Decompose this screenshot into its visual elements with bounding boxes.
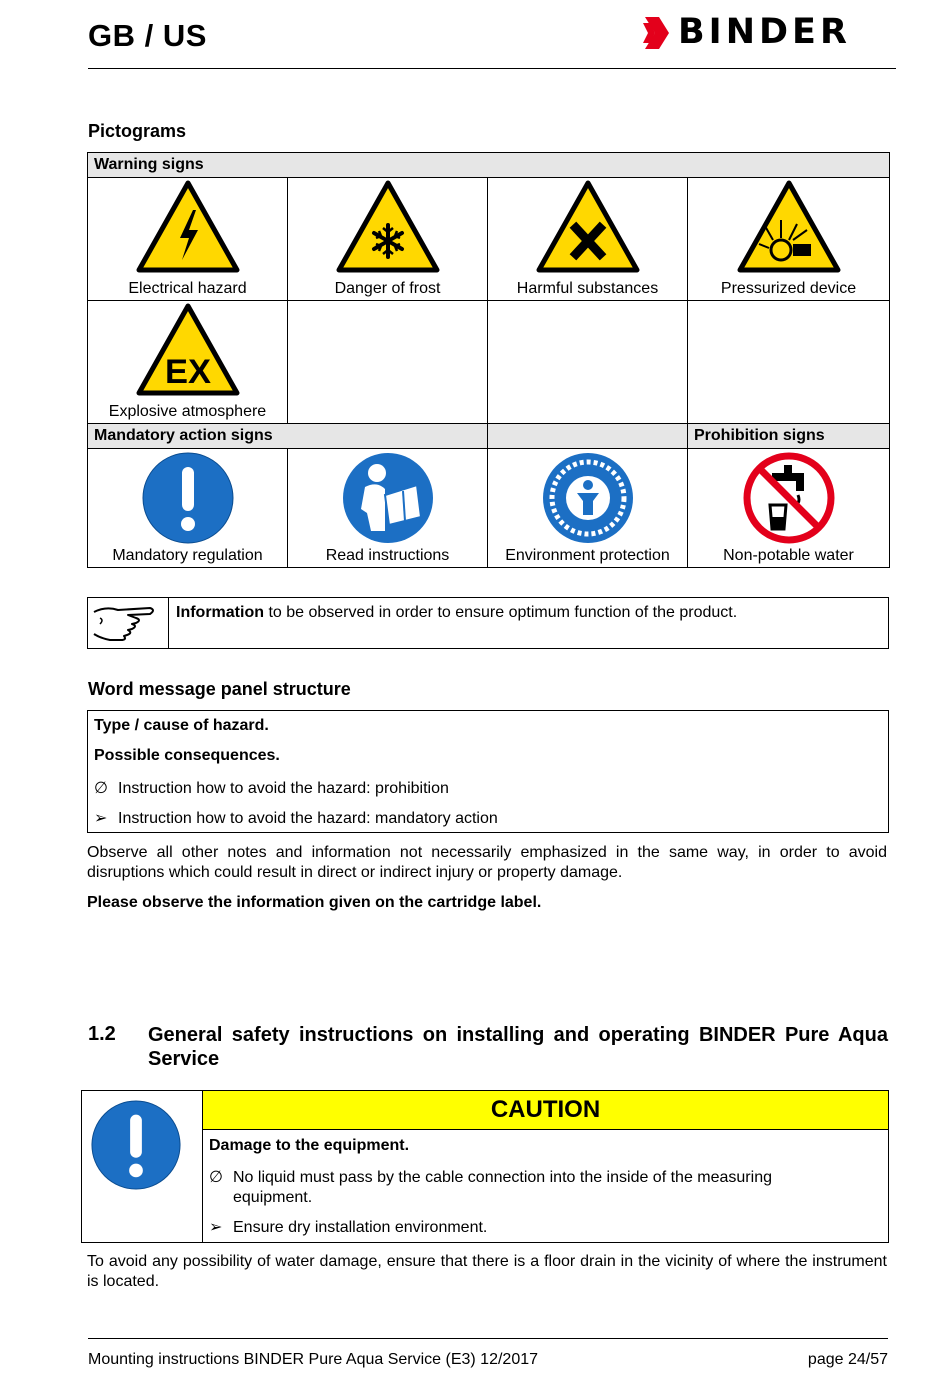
sign-label: Non-potable water xyxy=(723,547,854,564)
explosive-atmosphere-icon xyxy=(136,303,240,397)
warning-signs-header: Warning signs xyxy=(88,153,890,178)
empty-header-cell xyxy=(488,424,688,449)
pictograms-title: Pictograms xyxy=(88,121,187,141)
footer-document-title: Mounting instructions BINDER Pure Aqua Service (E3) 12/2017 xyxy=(88,1351,539,1368)
pointing-hand-icon xyxy=(88,598,168,648)
caution-subtitle: Damage to the equipment. xyxy=(209,1137,410,1154)
sign-cell-mandatory-regulation xyxy=(88,449,288,568)
sign-cell-electrical xyxy=(88,178,288,301)
hazard-type-line: Type / cause of hazard. xyxy=(94,717,269,734)
binder-logo-text: BINDER xyxy=(678,12,851,52)
frost-icon xyxy=(336,180,440,274)
binder-logo-mark-icon xyxy=(643,17,669,49)
arrow-bullet-icon: ➢ xyxy=(94,810,108,827)
sign-label: Explosive atmosphere xyxy=(108,403,267,420)
mandatory-regulation-icon xyxy=(90,1099,182,1191)
sign-cell-non-potable xyxy=(688,449,890,568)
information-bold: Information xyxy=(176,604,264,621)
environment-protection-icon xyxy=(541,451,635,545)
caution-mandatory-text: Ensure dry installation environment. xyxy=(233,1219,488,1236)
document-region-label: GB / US xyxy=(88,18,207,53)
mandatory-text: Instruction how to avoid the hazard: mandatory action xyxy=(118,810,498,827)
read-instructions-icon xyxy=(341,451,435,545)
caution-prohibition-text: No liquid must pass by the cable connection into the inside of the measuring equipment. xyxy=(233,1169,772,1206)
info-icon-cell xyxy=(88,598,169,648)
caution-prohibition-line xyxy=(209,1168,809,1208)
pictograms-heading xyxy=(88,121,186,142)
water-damage-paragraph: To avoid any possibility of water damage, ensure that there is a floor drain in the vicinity of where the instrument is located. xyxy=(87,1253,887,1290)
caution-box xyxy=(81,1090,889,1243)
empty-cell xyxy=(688,301,890,424)
prohibition-line xyxy=(94,778,449,798)
sign-label: Mandatory regulation xyxy=(112,547,263,564)
non-potable-water-icon xyxy=(742,451,836,545)
observe-paragraph: Observe all other notes and information not necessarily emphasized in the same way, in order to avoid disruptions which could result in direct or indirect injury or property damage. xyxy=(87,844,887,881)
information-text xyxy=(176,604,737,622)
information-note-box xyxy=(87,597,889,649)
caution-title: CAUTION xyxy=(203,1091,888,1130)
sign-cell-harmful xyxy=(488,178,688,301)
footer-rule xyxy=(88,1338,888,1339)
mandatory-signs-header: Mandatory action signs xyxy=(88,424,488,449)
footer-page-number: page 24/57 xyxy=(807,1351,888,1368)
pictogram-table xyxy=(87,152,890,568)
sign-cell-explosive xyxy=(88,301,288,424)
prohibition-symbol-icon: ∅ xyxy=(94,780,108,797)
sign-cell-environment xyxy=(488,449,688,568)
sign-label: Read instructions xyxy=(325,547,450,564)
sign-label: Pressurized device xyxy=(720,280,857,297)
empty-cell xyxy=(288,301,488,424)
empty-cell xyxy=(488,301,688,424)
prohibition-text: Instruction how to avoid the hazard: prohibition xyxy=(118,780,449,797)
sign-label: Electrical hazard xyxy=(128,280,247,297)
sign-label: Environment protection xyxy=(505,547,670,564)
prohibition-signs-header: Prohibition signs xyxy=(688,424,890,449)
word-panel-box xyxy=(87,710,889,833)
sign-label: Danger of frost xyxy=(334,280,441,297)
header-rule xyxy=(88,68,896,69)
electrical-hazard-icon xyxy=(136,180,240,274)
sign-cell-frost xyxy=(288,178,488,301)
section-title: General safety instructions on installing and operating BINDER Pure Aqua Service xyxy=(148,1024,888,1070)
consequences-line: Possible consequences. xyxy=(94,747,280,764)
caution-icon-cell xyxy=(82,1091,203,1242)
mandatory-regulation-icon xyxy=(141,451,235,545)
word-panel-title: Word message panel structure xyxy=(88,679,351,699)
information-rest: to be observed in order to ensure optimum function of the product. xyxy=(264,604,738,621)
section-number: 1.2 xyxy=(88,1023,116,1045)
sign-cell-read-instructions xyxy=(288,449,488,568)
mandatory-line xyxy=(94,808,498,828)
sign-cell-pressurized xyxy=(688,178,890,301)
caution-mandatory-line xyxy=(209,1217,487,1237)
cartridge-note: Please observe the information given on the cartridge label. xyxy=(87,894,542,911)
word-panel-heading xyxy=(88,679,351,700)
svg-text:EX: EX xyxy=(164,353,211,391)
sign-label: Harmful substances xyxy=(516,280,659,297)
arrow-bullet-icon: ➢ xyxy=(209,1219,223,1236)
pressurized-device-icon xyxy=(737,180,841,274)
prohibition-symbol-icon: ∅ xyxy=(209,1169,223,1186)
harmful-substances-icon xyxy=(536,180,640,274)
